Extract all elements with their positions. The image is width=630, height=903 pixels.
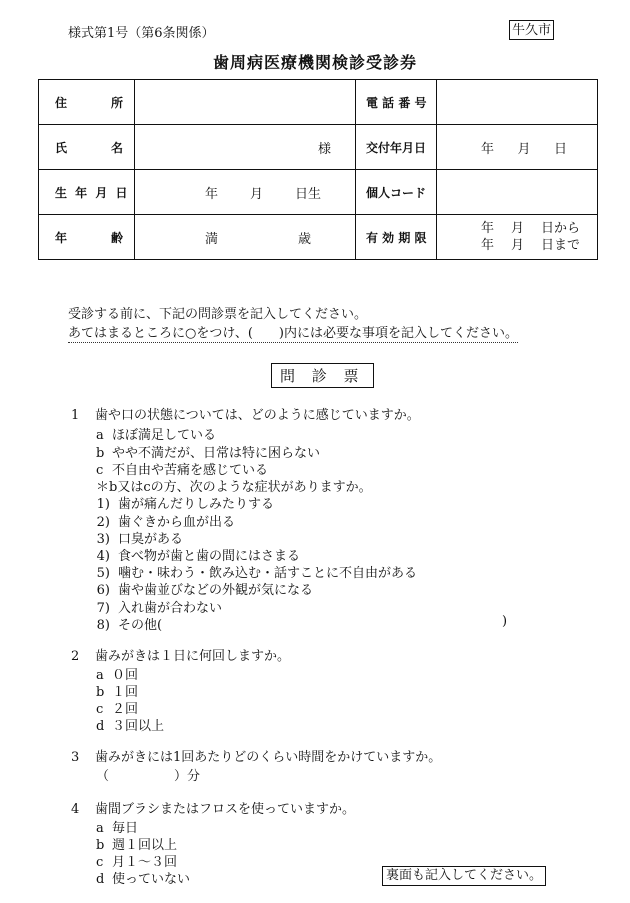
phone-label: 電 話 番 号: [356, 80, 437, 125]
q1-sub-2[interactable]: 2) 歯ぐきから血が出る: [96, 515, 236, 530]
question-4: 4 歯間ブラシまたはフロスを使っていますか。: [71, 802, 356, 817]
instruction-line-1: 受診する前に、下記の問診票を記入してください。: [68, 307, 368, 322]
form-number: 様式第1号（第6条関係）: [68, 26, 215, 41]
q4-option-d[interactable]: d 使っていない: [96, 872, 191, 887]
q1-note: ＊b又はcの方、次のような症状がありますか。: [96, 480, 372, 495]
age-label: 年 齢: [39, 215, 135, 260]
validity-field[interactable]: 年 月 日から 年 月 日まで: [437, 215, 598, 260]
q1-option-a[interactable]: a ほぼ満足している: [96, 428, 217, 443]
birth-field[interactable]: 年 月 日生: [135, 170, 356, 215]
address-field[interactable]: [135, 80, 356, 125]
birth-label: 生 年 月 日: [39, 170, 135, 215]
page-title: 歯周病医療機関検診受診券: [212, 53, 417, 72]
q2-option-d[interactable]: d ３回以上: [96, 719, 165, 734]
q4-option-b[interactable]: b 週１回以上: [96, 838, 178, 853]
q2-option-a[interactable]: a ０回: [96, 668, 139, 683]
q4-option-a[interactable]: a 毎日: [96, 821, 139, 836]
age-row: [39, 215, 598, 260]
q1-sub-1[interactable]: 1) 歯が痛んだりしみたりする: [96, 497, 275, 512]
name-field[interactable]: 様: [135, 125, 356, 170]
back-side-note: 裏面も記入してください。: [382, 866, 546, 886]
q2-option-c[interactable]: c ２回: [96, 702, 139, 717]
q1-sub-8[interactable]: 8) その他(: [96, 618, 163, 633]
address-row: [39, 80, 598, 125]
personal-code-field[interactable]: [437, 170, 598, 215]
phone-field[interactable]: [437, 80, 598, 125]
question-3: 3 歯みがきには1回あたりどのくらい時間をかけていますか。: [71, 750, 442, 765]
age-field[interactable]: 満 歳: [135, 215, 356, 260]
q2-option-b[interactable]: b １回: [96, 685, 139, 700]
question-1: 1 歯や口の状態については、どのように感じていますか。: [71, 408, 420, 423]
q1-sub-5[interactable]: 5) 噛む・味わう・飲み込む・話すことに不自由がある: [96, 566, 418, 581]
name-row: [39, 125, 598, 170]
questionnaire-title: 問 診 票: [271, 363, 374, 388]
q1-option-c[interactable]: c 不自由や苦痛を感じている: [96, 463, 269, 478]
q1-sub-4[interactable]: 4) 食べ物が歯と歯の間にはさまる: [96, 549, 301, 564]
address-label: 住 所: [39, 80, 135, 125]
info-table: [38, 79, 598, 260]
q4-option-c[interactable]: c 月１～３回: [96, 855, 178, 870]
instruction-line-2: あてはまるところに○をつけ、( )内には必要な事項を記入してください。: [68, 322, 518, 343]
q1-option-b[interactable]: b やや不満だが、日常は特に困らない: [96, 446, 321, 461]
personal-code-label: 個人コード: [356, 170, 437, 215]
q1-sub-3[interactable]: 3) 口臭がある: [96, 532, 184, 547]
birth-row: [39, 170, 598, 215]
name-label: 氏 名: [39, 125, 135, 170]
q1-sub-8-close-paren: ): [502, 614, 508, 629]
city-stamp: 牛久市: [509, 20, 554, 40]
issue-date-field[interactable]: 年 月 日: [437, 125, 598, 170]
question-2: 2 歯みがきは１日に何回しますか。: [71, 649, 291, 664]
issue-date-label: 交付年月日: [356, 125, 437, 170]
validity-label: 有 効 期 限: [356, 215, 437, 260]
q1-sub-7[interactable]: 7) 入れ歯が合わない: [96, 601, 223, 616]
q3-answer-field[interactable]: （ ）分: [96, 769, 201, 784]
q1-sub-6[interactable]: 6) 歯や歯並びなどの外観が気になる: [96, 583, 314, 598]
